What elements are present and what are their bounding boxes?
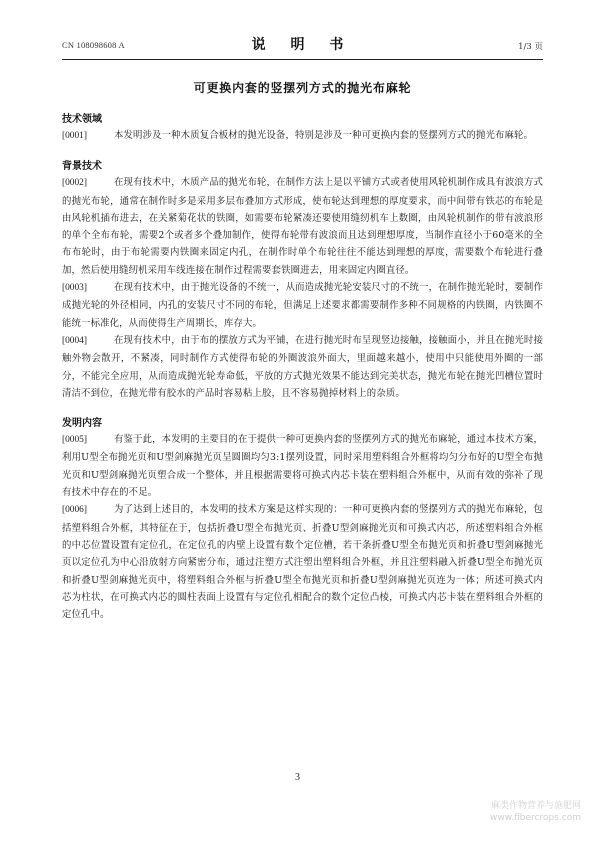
paragraph-text: 为了达到上述目的，本发明的技术方案是这样实现的：一种可更换内套的竖摆列方式的抛光布麻轮，包括塑料组合外框，其特征在于，包括折叠U型全布抛光页、折叠U型剑麻抛光页和可换式内芯，所述塑料组合外框的中芯位置设置有定位孔，在定位孔的内壁上设置有数个定位槽，若干条折叠U型全布抛光页和折叠U型剑麻抛光页以定位孔为中心沿放射方向紧密分布，通过注塑方式注塑出塑料组合外框，并且注塑料融入折叠U型全布抛光页和折叠U型剑麻抛光页中，将塑料组合外框与折叠U型全布抛光页和折叠U型剑麻抛光页连为一体；所述可换式内芯为柱状，在可换式内芯的圆柱表面上设置有与定位孔相配合的数个定位凸棱，可换式内芯卡装在塑料组合外框的定位孔中。: [62, 504, 543, 621]
paragraph-0002: [62, 174, 543, 279]
document-body: [62, 112, 543, 623]
document-title: 可更换内套的竖摆列方式的抛光布麻轮: [193, 81, 412, 95]
page-count: 1/3 页: [518, 42, 543, 52]
watermark-site-name: 麻类作物营养与施肥网: [490, 801, 581, 811]
document-type: 说 明 书: [251, 37, 354, 53]
section-heading-invention-content: 发明内容: [62, 418, 102, 430]
paragraph-0001: [62, 127, 543, 145]
paragraph-text: 在现有技术中，由于抛光设备的不统一，从而造成抛光轮安装尺寸的不统一，在制作抛光轮时，要制作成抛光轮的外径相同，内孔的安装尺寸不同的布轮，但满足上述要求都需要制作多种不同规格的内铁圈，内铁圈不能统一标准化，从而使得生产周期长，库存大。: [62, 282, 543, 329]
section-spacer: [62, 402, 543, 416]
paragraph-0006: [62, 501, 543, 623]
paragraph-0005: [62, 431, 543, 501]
section-spacer: [62, 145, 543, 159]
header-divider: [62, 59, 543, 60]
paragraph-number: [0002]: [62, 178, 87, 189]
paragraph-number: [0001]: [62, 131, 87, 141]
watermark: [490, 800, 581, 824]
paragraph-number: [0006]: [62, 505, 87, 516]
section-heading-technical-field: 技术领域: [62, 114, 102, 125]
patent-number: CN 108098608 A: [62, 40, 125, 50]
paragraph-number: [0003]: [62, 283, 87, 294]
paragraph-number: [0005]: [62, 435, 87, 446]
paragraph-0004: [62, 332, 543, 402]
page-header: [62, 34, 543, 54]
watermark-url: www.fibercrops.com: [490, 813, 581, 823]
paragraph-text: 在现有技术中，木质产品的抛光布轮，在制作方法上是以平铺方式或者使用风轮机制作成具有波浪方式的抛光布轮，通常在制作时多是采用多层布叠加方式形成，使布轮达到理想的厚度要求，而中间带有铁芯的布轮是由风轮机插布进去，在关紧菊花状的铁圈，如需要布轮紧凑还要使用缝纫机车上数圈，由风轮机制作的带有波浪形的单个全布布轮，需要2个或者多个叠加制作，使得布轮带有波浪而且达到理想厚度，当制作直径小于60毫米的全布布轮时，由于布轮需要内铁圈来固定内孔，在制作时单个布轮往往不能达到理想的厚度，需要数个布轮进行叠加，然后使用缝纫机采用车线连接在制作过程需要套铁圈进去，用来固定内圈直径。: [62, 177, 543, 276]
paragraph-text: 在现有技术中，由于布的摆放方式为平铺，在进行抛光时布呈现竖边接触，接触面小，并且在抛光时接触外物会散开，不紧凑，同时制作方式使得布轮的外圈波浪外面大，里面越来越小，使用中只能使用外圈的一部分，不能完全应用，从而造成抛光轮寿命低，平放的方式抛光效果不能达到完美状态，抛光布轮在抛光凹槽位置时清洁不到位，在抛光带有胶水的产品时容易粘上胶，且不容易抛掉材料上的杂质。: [62, 334, 543, 399]
paragraph-text: 有鉴于此，本发明的主要目的在于提供一种可更换内套的竖摆列方式的抛光布麻轮，通过本技术方案，利用U型全布抛光页和U型剑麻抛光页呈圆圈均匀3:1摆列设置，同时采用塑料组合外框将均匀分布好的U型全布抛光页和U型剑麻抛光页塑合成一个整体，并且根据需要将可换式内芯卡装在塑料组合外框中，从而有效的弥补了现有技术中存在的不足。: [62, 434, 543, 499]
section-heading-background: 背景技术: [62, 161, 102, 173]
paragraph-text: 本发明涉及一种木质复合板材的抛光设备，特别是涉及一种可更换内套的竖摆列方式的抛光布麻轮。: [114, 130, 534, 141]
paragraph-0003: [62, 279, 543, 332]
paragraph-number: [0004]: [62, 335, 87, 346]
page-number: 3: [295, 772, 300, 783]
